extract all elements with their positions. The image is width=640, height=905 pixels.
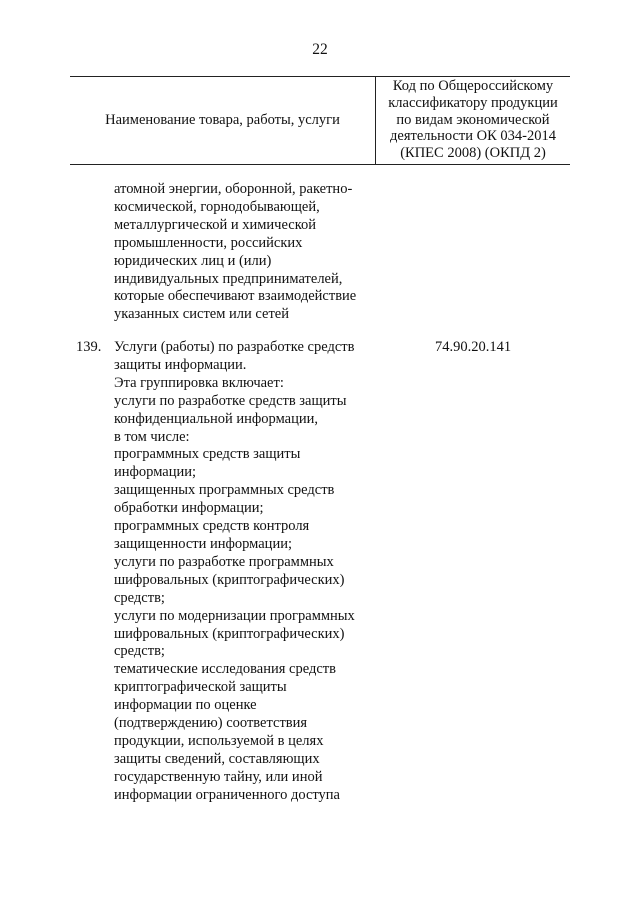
- item-line: средств;: [114, 589, 165, 606]
- item-line: обработки информации;: [114, 500, 264, 517]
- item-line: услуги по разработке средств защиты: [114, 392, 347, 409]
- item-number: 139.: [76, 339, 102, 355]
- item-line: информации по оценке: [114, 697, 257, 714]
- continuation-line: атомной энергии, оборонной, ракетно-: [114, 181, 353, 197]
- item-line: защиты информации.: [114, 356, 247, 373]
- table-header-top-rule: [70, 76, 570, 77]
- item-line: программных средств контроля: [114, 518, 310, 535]
- item-line: Эта группировка включает:: [114, 374, 284, 391]
- item-line: государственную тайну, или иной: [114, 768, 323, 785]
- code-header-line: Код по Общероссийскому: [392, 78, 554, 94]
- item-description: [114, 339, 376, 805]
- item-line: шифровальных (криптографических): [114, 571, 345, 588]
- continuation-line: космической, горнодобывающей,: [114, 198, 320, 215]
- item-line: (подтверждению) соответствия: [114, 715, 308, 732]
- item-line: информации;: [114, 464, 197, 481]
- item-line: защищенности информации;: [114, 535, 292, 552]
- code-header-line: (КПЕС 2008) (ОКПД 2): [400, 145, 546, 162]
- item-line: в том числе:: [114, 428, 190, 445]
- item-line: услуги по модернизации программных: [114, 607, 355, 624]
- name-column-header: Наименование товара, работы, услуги: [105, 112, 340, 128]
- continuation-line: юридических лиц и (или): [114, 252, 272, 269]
- item-line: защищенных программных средств: [114, 482, 335, 499]
- code-header-line: по видам экономической: [396, 111, 550, 128]
- item-line: средств;: [114, 643, 165, 660]
- page-number: 22: [312, 41, 328, 58]
- continuation-line: промышленности, российских: [114, 234, 303, 251]
- item-line: тематические исследования средств: [114, 661, 336, 678]
- continuation-line: которые обеспечивают взаимодействие: [114, 288, 357, 305]
- item-line: конфиденциальной информации,: [114, 410, 318, 427]
- previous-item-continuation: [114, 181, 376, 324]
- table-header-bottom-rule: [70, 164, 570, 165]
- code-header-line: классификатору продукции: [388, 94, 558, 111]
- code-column-header: [376, 78, 570, 162]
- continuation-line: металлургической и химической: [114, 216, 317, 233]
- code-header-line: деятельности ОК 034-2014: [390, 128, 556, 145]
- item-line: программных средств защиты: [114, 446, 301, 463]
- item-line: шифровальных (криптографических): [114, 625, 345, 642]
- item-line: криптографической защиты: [114, 679, 287, 696]
- item-line: защиты сведений, составляющих: [114, 750, 320, 767]
- continuation-line: индивидуальных предпринимателей,: [114, 270, 343, 287]
- item-line: Услуги (работы) по разработке средств: [114, 339, 355, 355]
- item-line: информации ограниченного доступа: [114, 786, 340, 803]
- continuation-line: указанных систем или сетей: [114, 306, 289, 323]
- item-line: услуги по разработке программных: [114, 553, 334, 570]
- item-okpd-code: 74.90.20.141: [434, 339, 512, 355]
- item-line: продукции, используемой в целях: [114, 732, 324, 749]
